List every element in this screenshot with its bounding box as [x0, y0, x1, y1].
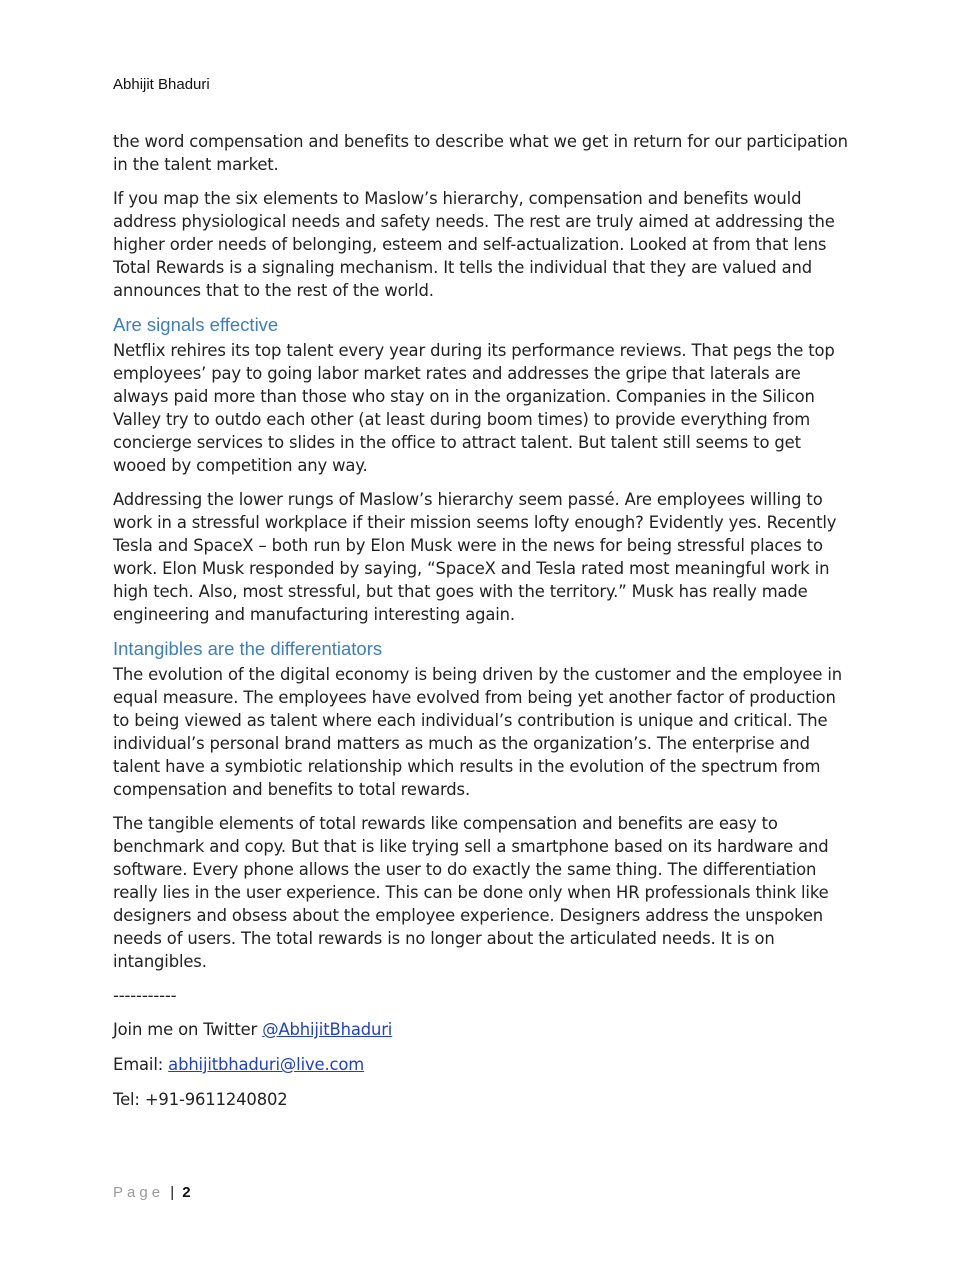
body-paragraph: the word compensation and benefits to describe what we get in return for our participation in the talent market.	[113, 132, 848, 174]
footer-separator: |	[170, 1184, 175, 1201]
footer-page-number: 2	[182, 1184, 191, 1201]
twitter-prefix: Join me on Twitter	[113, 1020, 263, 1039]
body-paragraph: Netflix rehires its top talent every year during its performance reviews. That pegs the top employees’ pay to going labor market rates and addresses the gripe that laterals are always paid more than those who stay on in the organization. Companies in the Silicon Valley try to outdo each other (at least during boom times) to provide everything from concierge services to slides in the office to attract talent. But talent still seems to get wooed by competition any way.	[113, 341, 835, 475]
body-paragraph: The evolution of the digital economy is being driven by the customer and the employee in equal measure. The employees have evolved from being yet another factor of production to being viewed as talent where each individual’s contribution is unique and critical. The individual’s personal brand matters as much as the organization’s. The enterprise and talent have a symbiotic relationship which results in the evolution of the spectrum from compensation and benefits to total rewards.	[113, 665, 842, 799]
email-prefix: Email:	[113, 1055, 169, 1074]
section-heading-intangibles: Intangibles are the differentiators	[113, 638, 383, 659]
twitter-line	[113, 1018, 849, 1041]
section-heading-signals: Are signals effective	[113, 314, 279, 335]
page-header-author: Abhijit Bhaduri	[113, 76, 210, 93]
email-line	[113, 1053, 849, 1076]
footer-page-word: Page	[113, 1184, 165, 1201]
body-paragraph: If you map the six elements to Maslow’s hierarchy, compensation and benefits would address physiological needs and safety needs. The rest are truly aimed at addressing the higher order needs of belonging, esteem and self-actualization. Looked at from that lens Total Rewards is a signaling mechanism. It tells the individual that they are valued and announces that to the rest of the world.	[113, 189, 835, 300]
tel-line: Tel: +91-9611240802	[113, 1090, 288, 1109]
body-paragraph: Addressing the lower rungs of Maslow’s hierarchy seem passé. Are employees willing to work in a stressful workplace if their mission seems lofty enough? Evidently yes. Recently Tesla and SpaceX – both run by Elon Musk were in the news for being stressful places to work. Elon Musk responded by saying, “SpaceX and Tesla rated most meaningful work in high tech. Also, most stressful, but that goes with the territory.” Musk has really made engineering and manufacturing interesting again.	[113, 490, 837, 624]
page-footer	[113, 1184, 191, 1201]
divider-dashes: -----------	[113, 986, 177, 1005]
document-body	[113, 130, 849, 1123]
body-paragraph: The tangible elements of total rewards like compensation and benefits are easy to benchmark and copy. But that is like trying sell a smartphone based on its hardware and software. Every phone allows the user to do exactly the same thing. The differentiation really lies in the user experience. This can be done only when HR professionals think like designers and obsess about the employee experience. Designers address the unspoken needs of users. The total rewards is no longer about the articulated needs. It is on intangibles.	[113, 814, 829, 971]
email-link[interactable]: abhijitbhaduri@live.com	[168, 1055, 365, 1074]
twitter-link[interactable]: @AbhijitBhaduri	[262, 1020, 393, 1039]
